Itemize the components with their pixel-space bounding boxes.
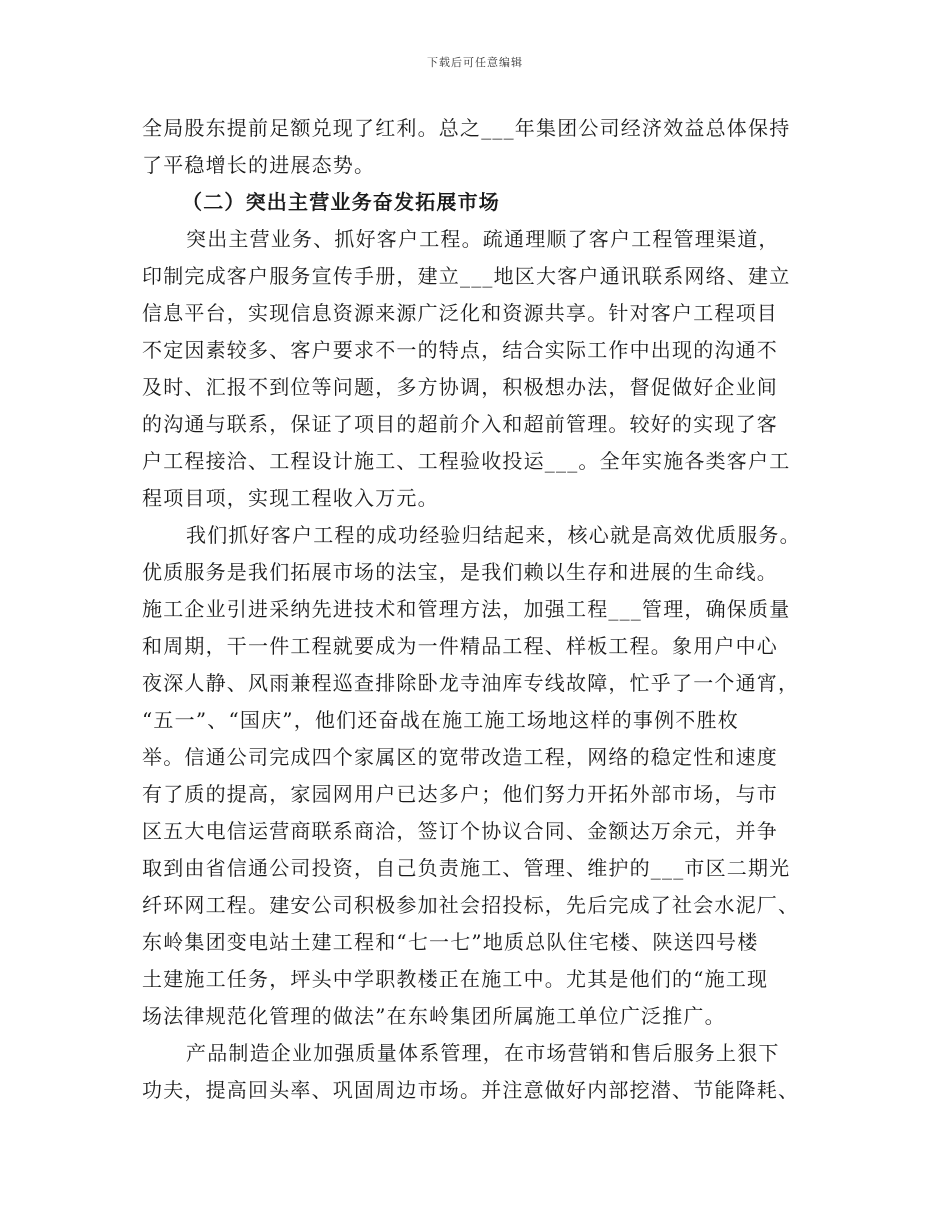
body-line: 及时、汇报不到位等问题，多方协调，积极想办法，督促做好企业间 [142,375,778,399]
body-line: 的沟通与联系，保证了项目的超前介入和超前管理。较好的实现了客 [142,412,778,436]
body-line: 印制完成客户服务宣传手册，建立___地区大客户通讯联系网络、建立 [142,264,791,288]
body-line: 信息平台，实现信息资源来源广泛化和资源共享。针对客户工程项目 [142,301,778,325]
body-line: 程项目项，实现工程收入万元。 [142,486,439,510]
body-line: 优质服务是我们拓展市场的法宝，是我们赖以生存和进展的生命线。 [142,560,778,584]
body-line: 功夫，提高回头率、巩固周边市场。并注意做好内部挖潜、节能降耗、 [142,1078,800,1102]
body-line: 区五大电信运营商联系商洽，签订个协议合同、金额达万余元，并争 [142,819,778,843]
body-line: 取到由省信通公司投资，自己负责施工、管理、维护的___市区二期光 [142,856,791,880]
section-heading: （二）突出主营业务奋发拓展市场 [182,190,500,214]
body-line: 土建施工任务，坪头中学职教楼正在施工中。尤其是他们的“施工现 [142,967,769,991]
body-line: 和周期，干一件工程就要成为一件精品工程、样板工程。象用户中心 [142,634,778,658]
body-line: 不定因素较多、客户要求不一的特点，结合实际工作中出现的沟通不 [142,338,778,362]
body-line: 场法律规范化管理的做法”在东岭集团所属施工单位广泛推广。 [142,1004,726,1028]
body-line: 了平稳增长的进展态势。 [142,153,376,177]
body-line: 夜深人静、风雨兼程巡查排除卧龙寺油库专线故障，忙乎了一个通宵， [142,671,800,695]
body-line: 有了质的提高，家园网用户已达多户；他们努力开拓外部市场，与市 [142,782,778,806]
body-line: 产品制造企业加强质量体系管理，在市场营销和售后服务上狠下 [186,1041,780,1065]
body-line: 我们抓好客户工程的成功经验归结起来，核心就是高效优质服务。 [186,523,801,547]
body-line: 纤环网工程。建安公司积极参加社会招投标，先后完成了社会水泥厂、 [142,893,800,917]
body-line: 东岭集团变电站土建工程和“七一七”地质总队住宅楼、陕送四号楼 [142,930,759,954]
body-line: “五一”、“国庆”，他们还奋战在施工施工场地这样的事例不胜枚 [142,708,739,732]
page-header: 下载后可任意编辑 [427,56,523,69]
body-line: 施工企业引进采纳先进技术和管理方法，加强工程___管理，确保质量 [142,597,791,621]
document-body [142,110,822,1109]
body-line: 全局股东提前足额兑现了红利。总之___年集团公司经济效益总体保持 [142,116,791,140]
body-line: 户工程接洽、工程设计施工、工程验收投运___。全年实施各类客户工 [142,449,791,473]
body-line: 突出主营业务、抓好客户工程。疏通理顺了客户工程管理渠道， [186,227,780,251]
body-line: 举。信通公司完成四个家属区的宽带改造工程，网络的稳定性和速度 [142,745,778,769]
